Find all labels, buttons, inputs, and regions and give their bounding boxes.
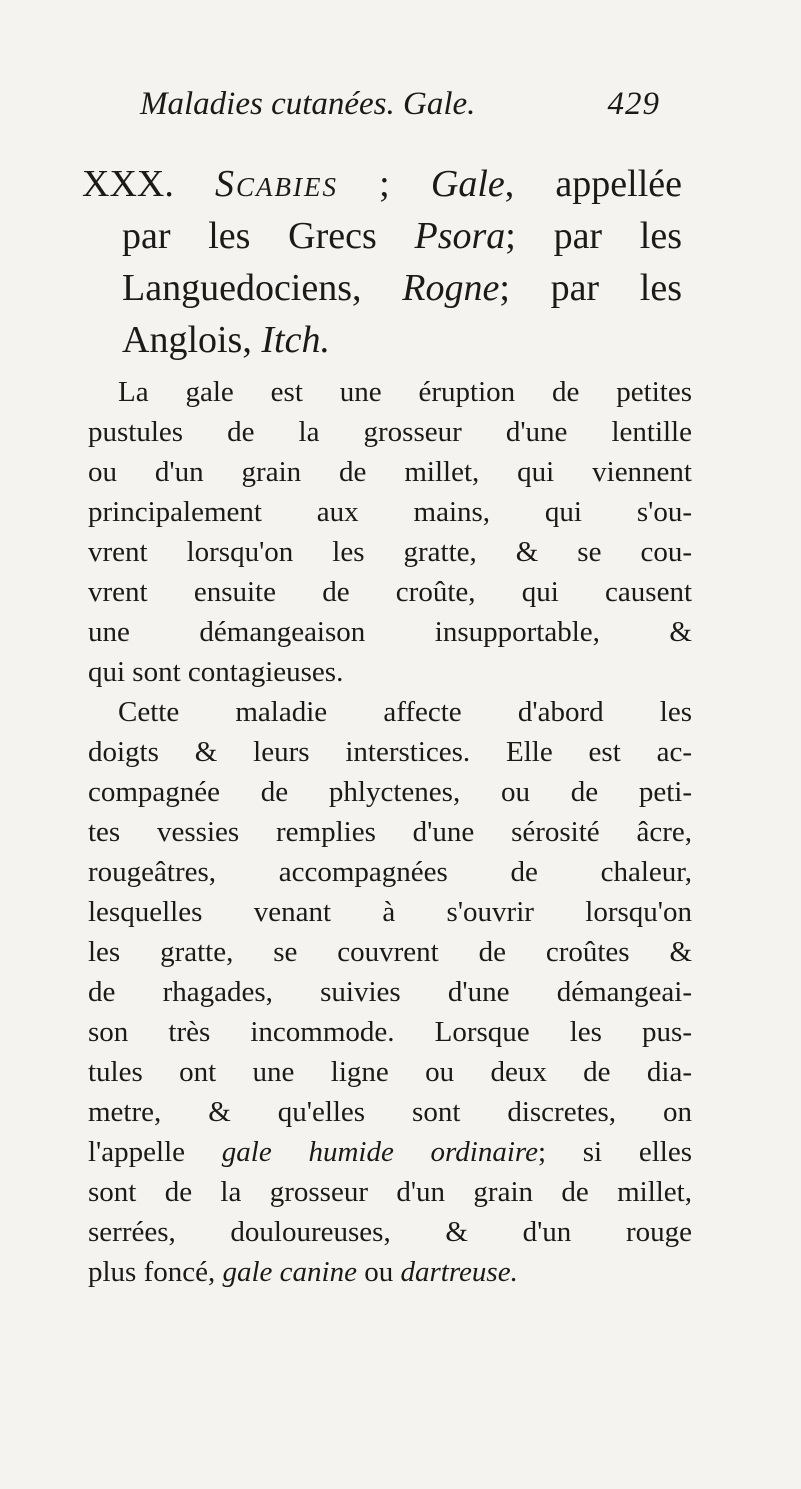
paragraph-1 [88, 372, 692, 692]
text-line: rougeâtres, accompagnées de chaleur, [88, 856, 692, 888]
text-line: les gratte, se couvrent de croûtes & [88, 936, 692, 968]
text-fragment: plus foncé, [88, 1256, 216, 1288]
text-line [88, 1252, 692, 1292]
text-line: son très incommode. Lorsque les pus- [88, 1016, 692, 1048]
text-line: doigts & leurs interstices. Elle est ac- [88, 736, 692, 768]
heading-latin-name: Scabies [215, 163, 338, 205]
term-moist-scabies: gale humide ordinaire [221, 1136, 538, 1168]
heading-french-name: Gale [430, 163, 505, 205]
greek-name: Psora [414, 215, 506, 257]
text-line: La gale est une éruption de petites [118, 376, 692, 408]
heading-line-1 [82, 158, 682, 210]
heading-separator: ; [379, 163, 390, 205]
text-line: lesquelles venant à s'ouvrir lorsqu'on [88, 896, 692, 928]
text-line: tes vessies remplies d'une sérosité âcre, [88, 816, 692, 848]
article-number: XXX. [82, 163, 174, 205]
text-line: une démangeaison insupportable, & [88, 616, 692, 648]
text-fragment: ou [364, 1256, 394, 1288]
page-number: 429 [607, 86, 660, 122]
running-header [140, 86, 660, 123]
heading-line-2 [82, 210, 682, 262]
text-line: principalement aux mains, qui s'ou- [88, 496, 692, 528]
text-line: pustules de la grosseur d'une lentille [88, 416, 692, 448]
term-dartrous-scabies: dartreuse. [400, 1256, 518, 1288]
text-line: tules ont une ligne ou deux de dia- [88, 1056, 692, 1088]
article-heading [82, 158, 682, 366]
heading-text: ; par les [499, 267, 682, 309]
languedoc-name: Rogne [402, 267, 500, 309]
article-body [88, 372, 692, 1292]
english-name: Itch. [261, 319, 330, 361]
paragraph-2 [88, 692, 692, 1292]
text-line: qui sont contagieuses. [88, 656, 344, 688]
text-line [88, 1132, 692, 1172]
heading-tail: , appellée [504, 163, 683, 205]
running-title: Maladies cutanées. Gale. [140, 86, 476, 122]
text-line: ou d'un grain de millet, qui viennent [88, 456, 692, 488]
heading-text: Anglois, [122, 319, 252, 361]
text-line: Cette maladie affecte d'abord les [118, 696, 692, 728]
text-line: vrent lorsqu'on les gratte, & se cou- [88, 536, 692, 568]
heading-text: ; par les [505, 215, 683, 257]
heading-line-4 [82, 314, 682, 366]
heading-text: Languedociens, [122, 267, 362, 309]
text-fragment: ; si elles [537, 1136, 692, 1168]
text-fragment: l'appelle [88, 1136, 186, 1168]
text-line: sont de la grosseur d'un grain de millet, [88, 1176, 692, 1208]
text-line: compagnée de phlyctenes, ou de peti- [88, 776, 692, 808]
text-line: de rhagades, suivies d'une démangeai- [88, 976, 692, 1008]
text-line: metre, & qu'elles sont discretes, on [88, 1096, 692, 1128]
term-canine-scabies: gale canine [222, 1256, 357, 1288]
heading-text: par les Grecs [122, 215, 377, 257]
heading-line-3 [82, 262, 682, 314]
text-line: serrées, douloureuses, & d'un rouge [88, 1216, 692, 1248]
text-line: vrent ensuite de croûte, qui causent [88, 576, 692, 608]
